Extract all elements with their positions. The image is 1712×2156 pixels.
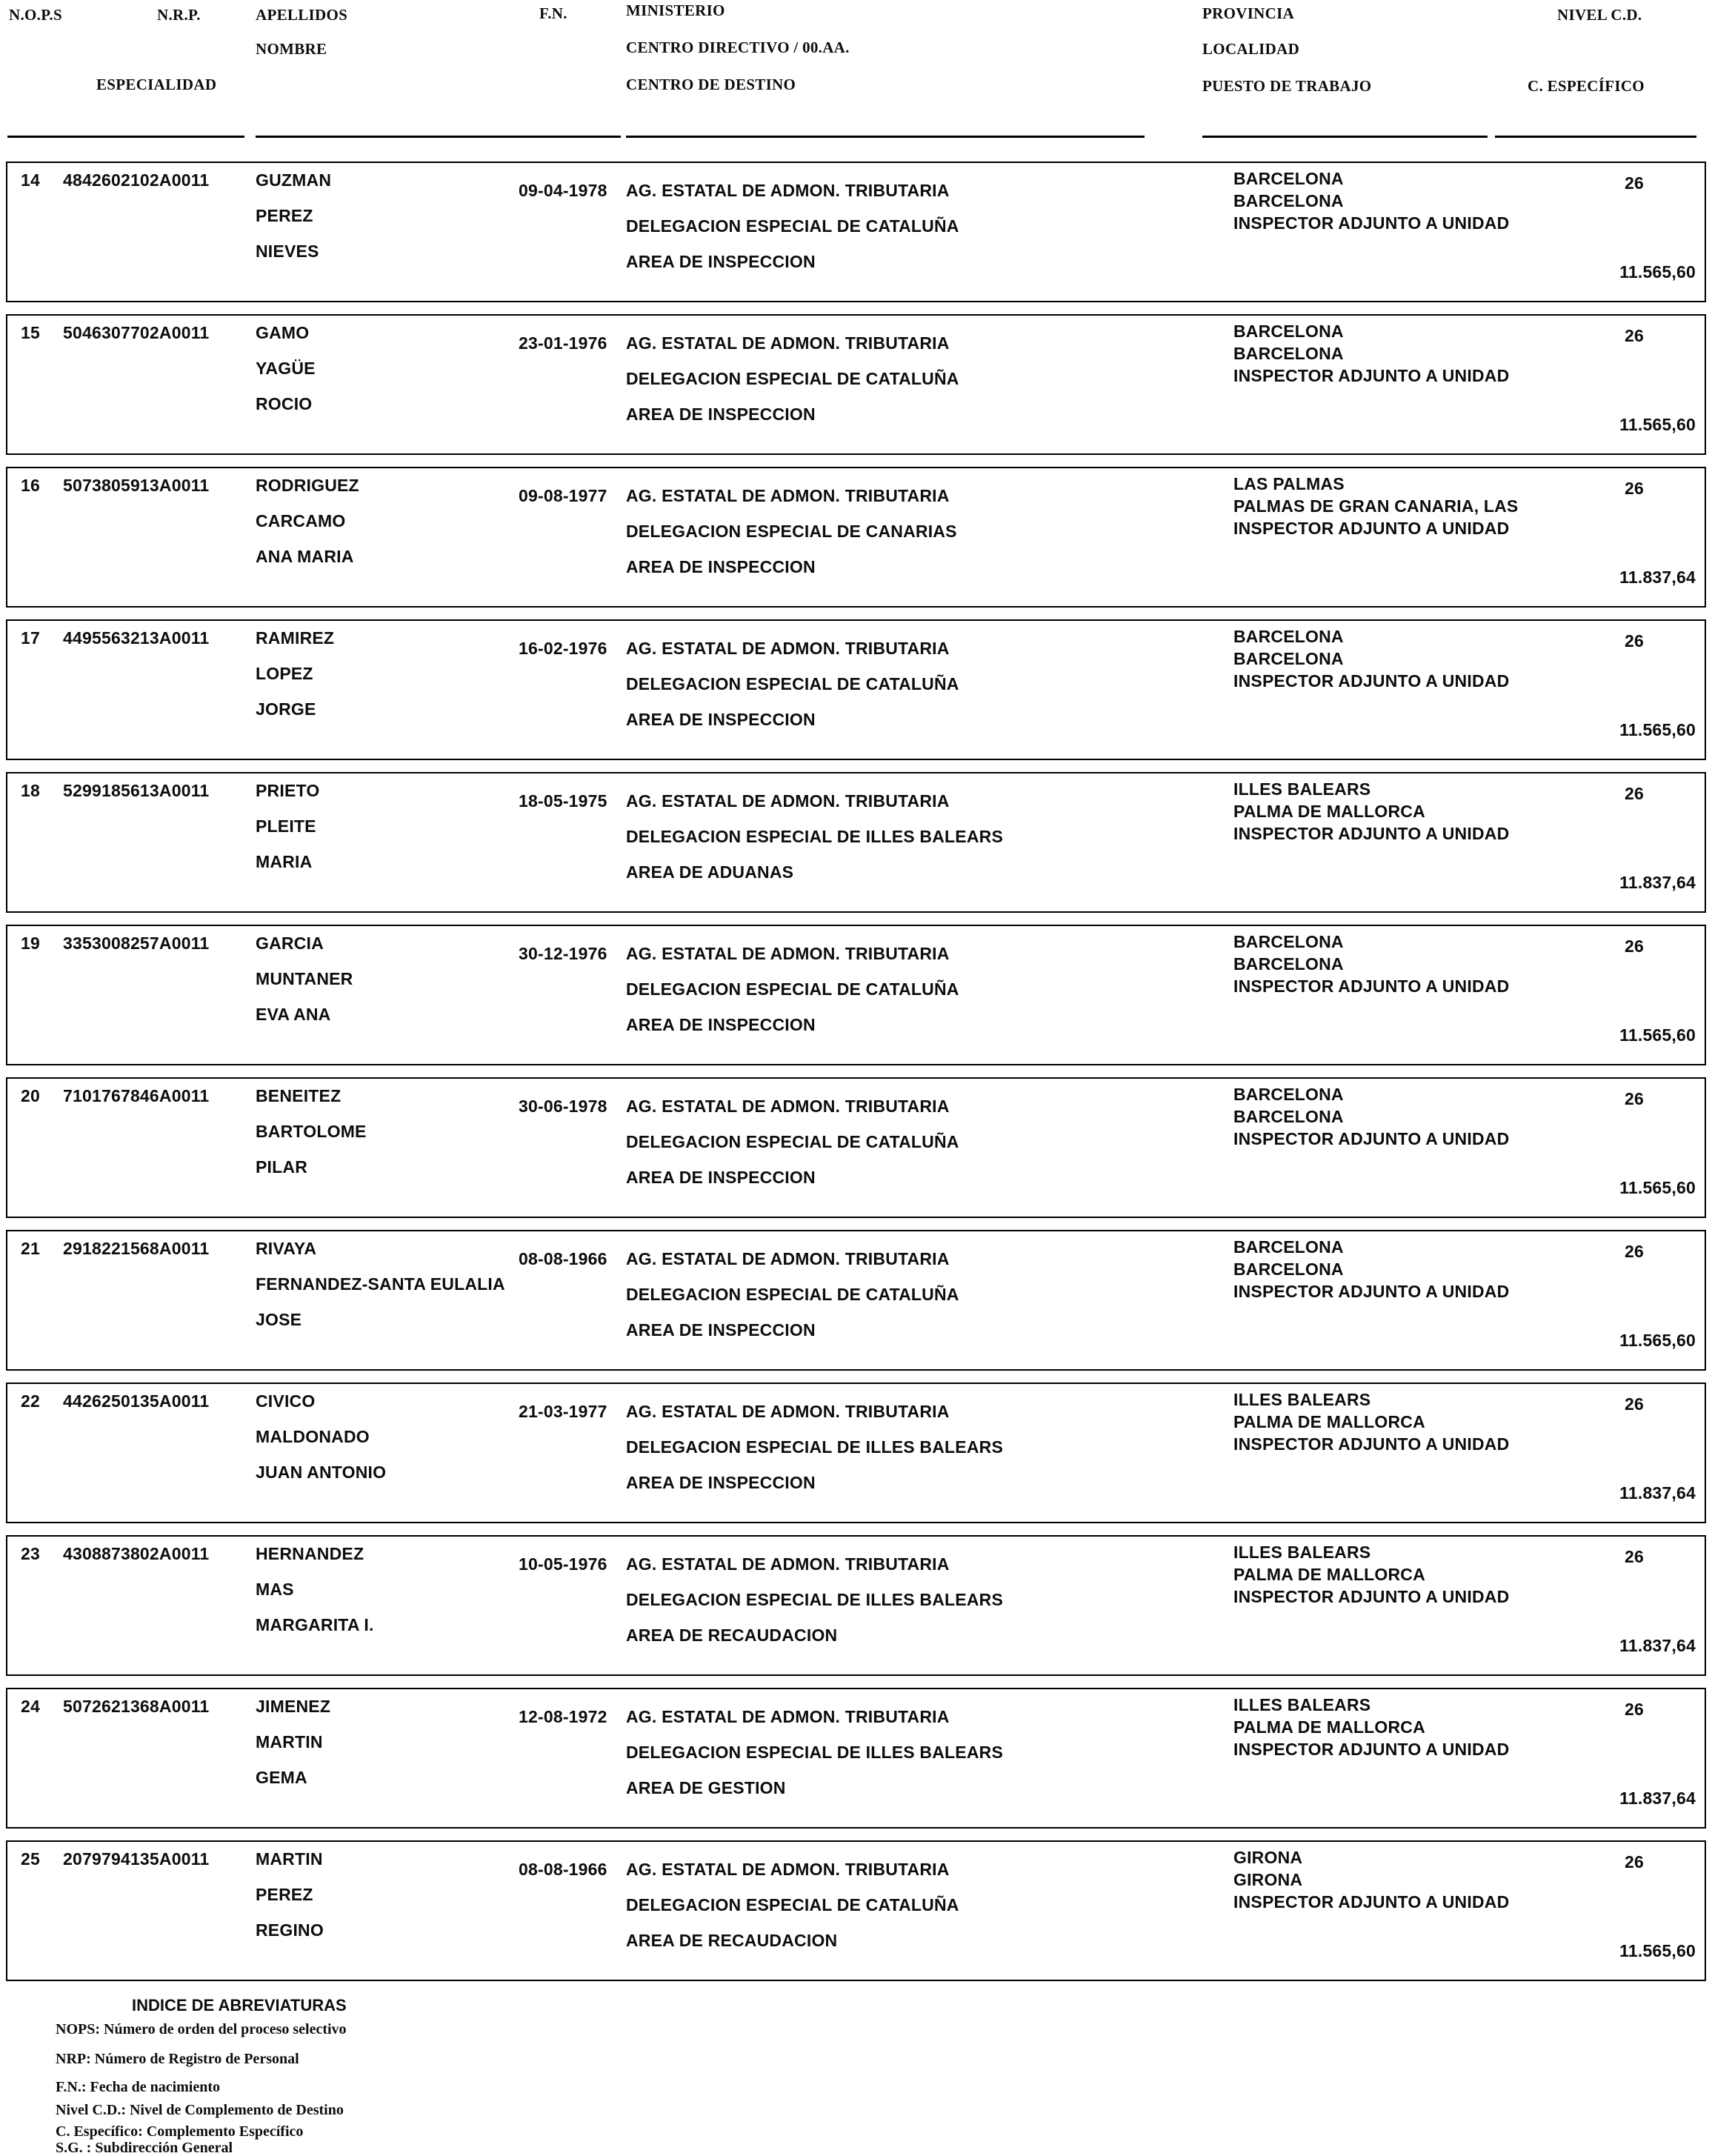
row-localidad: BARCELONA: [1233, 344, 1344, 363]
header-nrp: N.R.P.: [157, 6, 201, 24]
row-apellido-2: PEREZ: [256, 1885, 313, 1904]
header-rule-segment: [519, 136, 621, 138]
row-centro-destino: AREA DE ADUANAS: [626, 862, 794, 882]
row-nops: 19: [21, 934, 40, 953]
table-row: [6, 1688, 1706, 1829]
row-c-especifico: 11.565,60: [1619, 262, 1696, 282]
row-puesto-trabajo: INSPECTOR ADJUNTO A UNIDAD: [1233, 1740, 1510, 1759]
row-puesto-trabajo: INSPECTOR ADJUNTO A UNIDAD: [1233, 1892, 1510, 1912]
row-puesto-trabajo: INSPECTOR ADJUNTO A UNIDAD: [1233, 976, 1510, 996]
row-centro-directivo: DELEGACION ESPECIAL DE ILLES BALEARS: [626, 827, 1003, 846]
row-nops: 16: [21, 476, 40, 495]
row-puesto-trabajo: INSPECTOR ADJUNTO A UNIDAD: [1233, 213, 1510, 233]
row-nrp: 4308873802A0011: [63, 1544, 210, 1563]
row-nrp: 5073805913A0011: [63, 476, 210, 495]
row-centro-destino: AREA DE INSPECCION: [626, 1473, 816, 1492]
row-localidad: PALMA DE MALLORCA: [1233, 802, 1425, 821]
row-apellido-2: PLEITE: [256, 816, 316, 836]
row-fecha-nacimiento: 18-05-1975: [519, 791, 607, 811]
row-apellido-1: RIVAYA: [256, 1239, 317, 1258]
row-provincia: BARCELONA: [1233, 932, 1344, 951]
row-puesto-trabajo: INSPECTOR ADJUNTO A UNIDAD: [1233, 671, 1510, 691]
row-centro-destino: AREA DE INSPECCION: [626, 557, 816, 576]
row-apellido-2: MARTIN: [256, 1732, 323, 1751]
row-ministerio: AG. ESTATAL DE ADMON. TRIBUTARIA: [626, 1249, 950, 1268]
row-nombre: MARIA: [256, 852, 313, 871]
row-puesto-trabajo: INSPECTOR ADJUNTO A UNIDAD: [1233, 1129, 1510, 1148]
table-row: [6, 772, 1706, 913]
row-ministerio: AG. ESTATAL DE ADMON. TRIBUTARIA: [626, 1554, 950, 1574]
header-rule-segment: [7, 136, 244, 138]
abbreviation-item: F.N.: Fecha de nacimiento: [56, 2079, 221, 2095]
table-row: [6, 1077, 1706, 1218]
row-provincia: BARCELONA: [1233, 627, 1344, 646]
row-apellido-1: CIVICO: [256, 1391, 316, 1411]
row-nrp: 2918221568A0011: [63, 1239, 210, 1258]
table-row: [6, 467, 1706, 608]
table-row: [6, 314, 1706, 455]
row-fecha-nacimiento: 23-01-1976: [519, 333, 607, 353]
row-puesto-trabajo: INSPECTOR ADJUNTO A UNIDAD: [1233, 519, 1510, 538]
row-c-especifico: 11.837,64: [1619, 568, 1696, 587]
row-c-especifico: 11.565,60: [1619, 1331, 1696, 1350]
row-centro-directivo: DELEGACION ESPECIAL DE CATALUÑA: [626, 979, 959, 999]
row-nombre: GEMA: [256, 1768, 307, 1787]
row-provincia: ILLES BALEARS: [1233, 1390, 1371, 1409]
header-ministerio: MINISTERIO: [626, 1, 725, 19]
header-nivel-cd: NIVEL C.D.: [1557, 6, 1642, 24]
row-fecha-nacimiento: 09-04-1978: [519, 181, 607, 200]
row-provincia: BARCELONA: [1233, 1085, 1344, 1104]
abbreviation-item: NOPS: Número de orden del proceso selectivo: [56, 2021, 347, 2037]
row-nombre: JOSE: [256, 1310, 302, 1329]
row-nivel-cd: 26: [1625, 326, 1644, 345]
row-centro-destino: AREA DE INSPECCION: [626, 1015, 816, 1034]
row-apellido-1: GUZMAN: [256, 170, 332, 190]
table-row: [6, 1383, 1706, 1523]
row-provincia: BARCELONA: [1233, 169, 1344, 188]
header-especialidad: ESPECIALIDAD: [96, 76, 217, 93]
row-apellido-2: BARTOLOME: [256, 1122, 367, 1141]
row-apellido-1: HERNANDEZ: [256, 1544, 364, 1563]
row-nivel-cd: 26: [1625, 479, 1644, 498]
header-provincia: PROVINCIA: [1202, 4, 1295, 22]
header-centro-destino: CENTRO DE DESTINO: [626, 76, 796, 93]
row-centro-destino: AREA DE INSPECCION: [626, 405, 816, 424]
row-centro-directivo: DELEGACION ESPECIAL DE CATALUÑA: [626, 1132, 959, 1151]
header-rule-segment: [256, 136, 519, 138]
row-nrp: 4426250135A0011: [63, 1391, 210, 1411]
abbreviation-item: NRP: Número de Registro de Personal: [56, 2051, 299, 2067]
table-row: [6, 925, 1706, 1065]
row-apellido-2: MUNTANER: [256, 969, 353, 988]
header-rule-segment: [1495, 136, 1696, 138]
row-apellido-1: GAMO: [256, 323, 310, 342]
row-nombre: PILAR: [256, 1157, 307, 1177]
row-apellido-1: JIMENEZ: [256, 1697, 331, 1716]
row-centro-directivo: DELEGACION ESPECIAL DE CANARIAS: [626, 522, 957, 541]
row-apellido-1: BENEITEZ: [256, 1086, 342, 1105]
table-header: [0, 0, 1712, 148]
row-puesto-trabajo: INSPECTOR ADJUNTO A UNIDAD: [1233, 1434, 1510, 1454]
header-centro-directivo: CENTRO DIRECTIVO / 00.AA.: [626, 39, 850, 56]
table-row: [6, 619, 1706, 760]
row-nivel-cd: 26: [1625, 1547, 1644, 1566]
row-fecha-nacimiento: 30-12-1976: [519, 944, 607, 963]
row-puesto-trabajo: INSPECTOR ADJUNTO A UNIDAD: [1233, 366, 1510, 385]
row-c-especifico: 11.837,64: [1619, 873, 1696, 892]
row-fecha-nacimiento: 09-08-1977: [519, 486, 607, 505]
header-apellidos: APELLIDOS: [256, 6, 348, 24]
header-puesto-trabajo: PUESTO DE TRABAJO: [1202, 77, 1372, 95]
row-provincia: ILLES BALEARS: [1233, 1543, 1371, 1562]
row-nops: 21: [21, 1239, 40, 1258]
row-nops: 23: [21, 1544, 40, 1563]
row-apellido-1: GARCIA: [256, 934, 324, 953]
row-ministerio: AG. ESTATAL DE ADMON. TRIBUTARIA: [626, 333, 950, 353]
row-centro-directivo: DELEGACION ESPECIAL DE CATALUÑA: [626, 1895, 959, 1914]
row-centro-destino: AREA DE INSPECCION: [626, 1320, 816, 1340]
row-fecha-nacimiento: 08-08-1966: [519, 1860, 607, 1879]
row-nrp: 5299185613A0011: [63, 781, 210, 800]
row-puesto-trabajo: INSPECTOR ADJUNTO A UNIDAD: [1233, 824, 1510, 843]
header-localidad: LOCALIDAD: [1202, 40, 1300, 58]
row-nivel-cd: 26: [1625, 1700, 1644, 1719]
row-apellido-2: MAS: [256, 1580, 294, 1599]
row-nombre: EVA ANA: [256, 1005, 331, 1024]
row-ministerio: AG. ESTATAL DE ADMON. TRIBUTARIA: [626, 944, 950, 963]
row-apellido-2: LOPEZ: [256, 664, 313, 683]
row-ministerio: AG. ESTATAL DE ADMON. TRIBUTARIA: [626, 181, 950, 200]
row-ministerio: AG. ESTATAL DE ADMON. TRIBUTARIA: [626, 1402, 950, 1421]
row-nivel-cd: 26: [1625, 936, 1644, 956]
row-ministerio: AG. ESTATAL DE ADMON. TRIBUTARIA: [626, 1707, 950, 1726]
row-provincia: GIRONA: [1233, 1848, 1303, 1867]
row-ministerio: AG. ESTATAL DE ADMON. TRIBUTARIA: [626, 486, 950, 505]
row-nivel-cd: 26: [1625, 631, 1644, 651]
row-c-especifico: 11.565,60: [1619, 415, 1696, 434]
row-c-especifico: 11.837,64: [1619, 1483, 1696, 1503]
row-nombre: ROCIO: [256, 394, 313, 413]
row-nrp: 5072621368A0011: [63, 1697, 210, 1716]
row-centro-destino: AREA DE INSPECCION: [626, 710, 816, 729]
row-nrp: 4842602102A0011: [63, 170, 210, 190]
row-nivel-cd: 26: [1625, 173, 1644, 193]
abbreviation-item: Nivel C.D.: Nivel de Complemento de Destino: [56, 2102, 344, 2118]
row-apellido-1: PRIETO: [256, 781, 320, 800]
abbreviation-item: S.G. : Subdirección General: [56, 2140, 233, 2156]
header-rule-segment: [626, 136, 1145, 138]
row-c-especifico: 11.565,60: [1619, 1025, 1696, 1045]
row-provincia: LAS PALMAS: [1233, 474, 1345, 493]
row-fecha-nacimiento: 12-08-1972: [519, 1707, 607, 1726]
row-centro-directivo: DELEGACION ESPECIAL DE ILLES BALEARS: [626, 1437, 1003, 1457]
row-centro-directivo: DELEGACION ESPECIAL DE CATALUÑA: [626, 674, 959, 693]
row-fecha-nacimiento: 08-08-1966: [519, 1249, 607, 1268]
row-nombre: MARGARITA I.: [256, 1615, 374, 1634]
row-nops: 20: [21, 1086, 40, 1105]
row-nops: 17: [21, 628, 40, 648]
row-apellido-1: RAMIREZ: [256, 628, 335, 648]
row-nops: 24: [21, 1697, 40, 1716]
row-centro-directivo: DELEGACION ESPECIAL DE CATALUÑA: [626, 369, 959, 388]
row-puesto-trabajo: INSPECTOR ADJUNTO A UNIDAD: [1233, 1282, 1510, 1301]
row-nivel-cd: 26: [1625, 1852, 1644, 1871]
header-fecha-nacimiento: F.N.: [539, 4, 567, 22]
row-apellido-2: MALDONADO: [256, 1427, 370, 1446]
row-localidad: PALMAS DE GRAN CANARIA, LAS: [1233, 496, 1519, 516]
row-nops: 15: [21, 323, 40, 342]
row-ministerio: AG. ESTATAL DE ADMON. TRIBUTARIA: [626, 639, 950, 658]
row-c-especifico: 11.837,64: [1619, 1636, 1696, 1655]
row-nombre: ANA MARIA: [256, 547, 354, 566]
row-centro-destino: AREA DE RECAUDACION: [626, 1931, 838, 1950]
row-localidad: GIRONA: [1233, 1870, 1303, 1889]
row-nops: 14: [21, 170, 40, 190]
row-apellido-1: MARTIN: [256, 1849, 323, 1869]
row-centro-directivo: DELEGACION ESPECIAL DE ILLES BALEARS: [626, 1743, 1003, 1762]
abbreviations-title: INDICE DE ABREVIATURAS: [132, 1996, 347, 2014]
row-centro-destino: AREA DE GESTION: [626, 1778, 786, 1797]
header-nops: N.O.P.S: [9, 6, 62, 24]
row-centro-destino: AREA DE INSPECCION: [626, 252, 816, 271]
row-nivel-cd: 26: [1625, 1089, 1644, 1108]
row-ministerio: AG. ESTATAL DE ADMON. TRIBUTARIA: [626, 1097, 950, 1116]
row-apellido-2: FERNANDEZ-SANTA EULALIA: [256, 1274, 505, 1294]
row-provincia: ILLES BALEARS: [1233, 1695, 1371, 1714]
row-provincia: ILLES BALEARS: [1233, 779, 1371, 799]
row-nrp: 5046307702A0011: [63, 323, 210, 342]
row-ministerio: AG. ESTATAL DE ADMON. TRIBUTARIA: [626, 791, 950, 811]
row-fecha-nacimiento: 21-03-1977: [519, 1402, 607, 1421]
row-localidad: PALMA DE MALLORCA: [1233, 1717, 1425, 1737]
row-nivel-cd: 26: [1625, 1242, 1644, 1261]
row-fecha-nacimiento: 10-05-1976: [519, 1554, 607, 1574]
row-localidad: PALMA DE MALLORCA: [1233, 1412, 1425, 1431]
row-centro-directivo: DELEGACION ESPECIAL DE CATALUÑA: [626, 1285, 959, 1304]
abbreviation-item: C. Específico: Complemento Específico: [56, 2123, 304, 2140]
row-centro-directivo: DELEGACION ESPECIAL DE CATALUÑA: [626, 216, 959, 236]
row-c-especifico: 11.565,60: [1619, 1941, 1696, 1960]
row-nombre: NIEVES: [256, 242, 319, 261]
row-apellido-2: PEREZ: [256, 206, 313, 225]
row-localidad: PALMA DE MALLORCA: [1233, 1565, 1425, 1584]
row-nombre: JUAN ANTONIO: [256, 1463, 387, 1482]
header-rule-segment: [1202, 136, 1488, 138]
row-localidad: BARCELONA: [1233, 1260, 1344, 1279]
header-c-especifico: C. ESPECÍFICO: [1528, 77, 1645, 95]
row-apellido-2: CARCAMO: [256, 511, 346, 530]
row-nivel-cd: 26: [1625, 784, 1644, 803]
table-row: [6, 1230, 1706, 1371]
row-provincia: BARCELONA: [1233, 322, 1344, 341]
row-puesto-trabajo: INSPECTOR ADJUNTO A UNIDAD: [1233, 1587, 1510, 1606]
row-nombre: REGINO: [256, 1920, 324, 1940]
row-nops: 25: [21, 1849, 40, 1869]
row-nrp: 7101767846A0011: [63, 1086, 210, 1105]
row-fecha-nacimiento: 30-06-1978: [519, 1097, 607, 1116]
row-centro-destino: AREA DE INSPECCION: [626, 1168, 816, 1187]
row-localidad: BARCELONA: [1233, 649, 1344, 668]
table-row: [6, 1840, 1706, 1981]
row-nops: 18: [21, 781, 40, 800]
row-centro-directivo: DELEGACION ESPECIAL DE ILLES BALEARS: [626, 1590, 1003, 1609]
row-c-especifico: 11.837,64: [1619, 1789, 1696, 1808]
row-nombre: JORGE: [256, 699, 316, 719]
row-c-especifico: 11.565,60: [1619, 720, 1696, 739]
table-row: [6, 1535, 1706, 1676]
header-nombre: NOMBRE: [256, 40, 327, 58]
row-centro-destino: AREA DE RECAUDACION: [626, 1626, 838, 1645]
row-localidad: BARCELONA: [1233, 954, 1344, 974]
row-nrp: 2079794135A0011: [63, 1849, 210, 1869]
row-apellido-1: RODRIGUEZ: [256, 476, 359, 495]
row-nrp: 4495563213A0011: [63, 628, 210, 648]
row-nivel-cd: 26: [1625, 1394, 1644, 1414]
row-fecha-nacimiento: 16-02-1976: [519, 639, 607, 658]
table-row: [6, 162, 1706, 302]
row-provincia: BARCELONA: [1233, 1237, 1344, 1257]
row-c-especifico: 11.565,60: [1619, 1178, 1696, 1197]
table-rows: [0, 162, 1712, 1993]
row-localidad: BARCELONA: [1233, 191, 1344, 210]
row-apellido-2: YAGÜE: [256, 359, 316, 378]
row-localidad: BARCELONA: [1233, 1107, 1344, 1126]
row-nrp: 3353008257A0011: [63, 934, 210, 953]
row-nops: 22: [21, 1391, 40, 1411]
row-ministerio: AG. ESTATAL DE ADMON. TRIBUTARIA: [626, 1860, 950, 1879]
